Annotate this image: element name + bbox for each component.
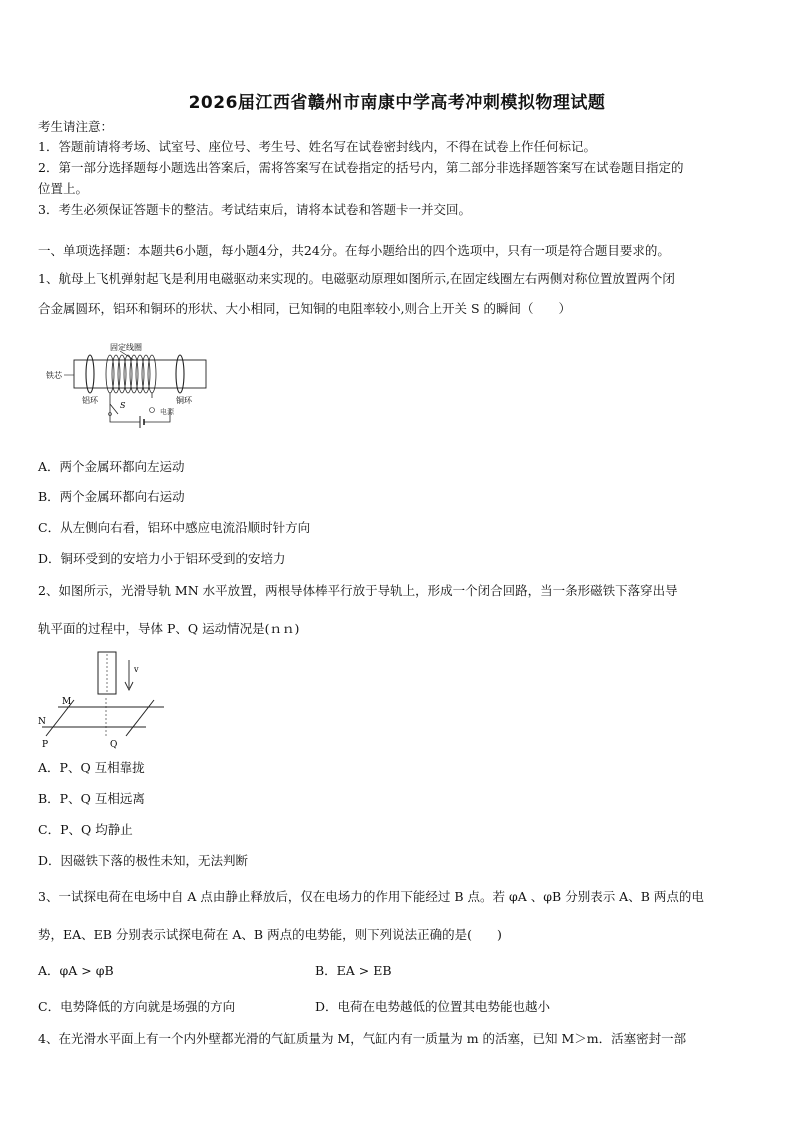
q3-option-b: B．EA > EB xyxy=(315,963,392,978)
notice-item: 位置上。 xyxy=(38,181,89,196)
q3-option-a: A．φA > φB xyxy=(38,963,114,978)
q2-option-c: C．P、Q 均静止 xyxy=(38,822,133,837)
notice-item: 1．答题前请将考场、试室号、座位号、考生号、姓名写在试卷密封线内，不得在试卷上作任何标记。 xyxy=(38,139,596,154)
switch-label: S xyxy=(120,401,126,410)
q2-option-a: A．P、Q 互相靠拢 xyxy=(38,760,145,775)
core-label: 铁芯 xyxy=(46,371,62,380)
page-title: 2026届江西省赣州市南康中学高考冲刺模拟物理试题 xyxy=(188,93,606,113)
q2-option-b: B．P、Q 互相远离 xyxy=(38,791,145,806)
q1-stem-line2: 合金属圆环，铝环和铜环的形状、大小相同，已知铜的电阻率较小,则合上开关 S 的瞬间（ ） xyxy=(38,301,571,316)
q3-option-d: D．电荷在电势越低的位置其电势能也越小 xyxy=(315,999,551,1014)
rod-q xyxy=(126,700,154,736)
q3-stem-line2: 势，EA、EB 分别表示试探电荷在 A、B 两点的电势能，则下列说法正确的是( ) xyxy=(38,927,502,942)
q2-option-d: D．因磁铁下落的极性未知，无法判断 xyxy=(38,853,249,868)
q1-option-b: B．两个金属环都向右运动 xyxy=(38,489,185,504)
copper-label: 铜环 xyxy=(176,396,192,405)
copper-ring xyxy=(176,355,184,393)
label-p: P xyxy=(42,740,49,750)
notice-heading: 考生请注意： xyxy=(38,119,114,134)
label-q: Q xyxy=(110,740,118,750)
q4-stem-line1: 4、在光滑水平面上有一个内外壁都光滑的气缸质量为 M，气缸内有一质量为 m 的活塞，已知 M＞m．活塞密封一部 xyxy=(38,1031,687,1046)
aluminum-label: 铝环 xyxy=(82,396,98,405)
notice-item: 2．第一部分选择题每小题选出答案后，需将答案写在试卷指定的括号内，第二部分非选择题答案写在试卷题目指定的 xyxy=(38,160,684,175)
q1-option-c: C．从左侧向右看，铝环中感应电流沿顺时针方向 xyxy=(38,520,311,535)
velocity-label: v xyxy=(134,665,139,674)
label-n: N xyxy=(38,717,46,727)
q2-figure xyxy=(36,650,176,750)
aluminum-ring xyxy=(86,355,94,393)
notice-item: 3．考生必须保证答题卡的整洁。考试结束后，请将本试卷和答题卡一并交回。 xyxy=(38,202,471,217)
switch xyxy=(110,404,118,414)
q3-option-c: C．电势降低的方向就是场强的方向 xyxy=(38,999,236,1014)
label-m: M xyxy=(62,697,72,707)
battery-label: 电源 xyxy=(160,408,174,416)
coil xyxy=(106,355,156,393)
q1-figure xyxy=(42,338,212,438)
coil-label: 固定线圈 xyxy=(110,343,142,352)
q1-stem-line1: 1、航母上飞机弹射起飞是利用电磁驱动来实现的。电磁驱动原理如图所示,在固定线圈左右两侧对称位置放置两个闭 xyxy=(38,271,675,286)
q2-stem-line2: 轨平面的过程中，导体 P、Q 运动情况是(ｎｎ) xyxy=(38,621,300,636)
section-heading: 一、单项选择题：本题共6小题，每小题4分，共24分。在每小题给出的四个选项中，只有一项是符合题目要求的。 xyxy=(38,243,670,258)
q3-stem-line1: 3、一试探电荷在电场中自 A 点由静止释放后，仅在电场力的作用下能经过 B 点。若 φA 、φB 分别表示 A、B 两点的电 xyxy=(38,889,704,904)
q1-option-a: A．两个金属环都向左运动 xyxy=(38,459,185,474)
q2-stem-line1: 2、如图所示，光滑导轨 MN 水平放置，两根导体棒平行放于导轨上，形成一个闭合回路，当一条形磁铁下落穿出导 xyxy=(38,583,678,598)
q1-option-d: D．铜环受到的安培力小于铝环受到的安培力 xyxy=(38,551,286,566)
